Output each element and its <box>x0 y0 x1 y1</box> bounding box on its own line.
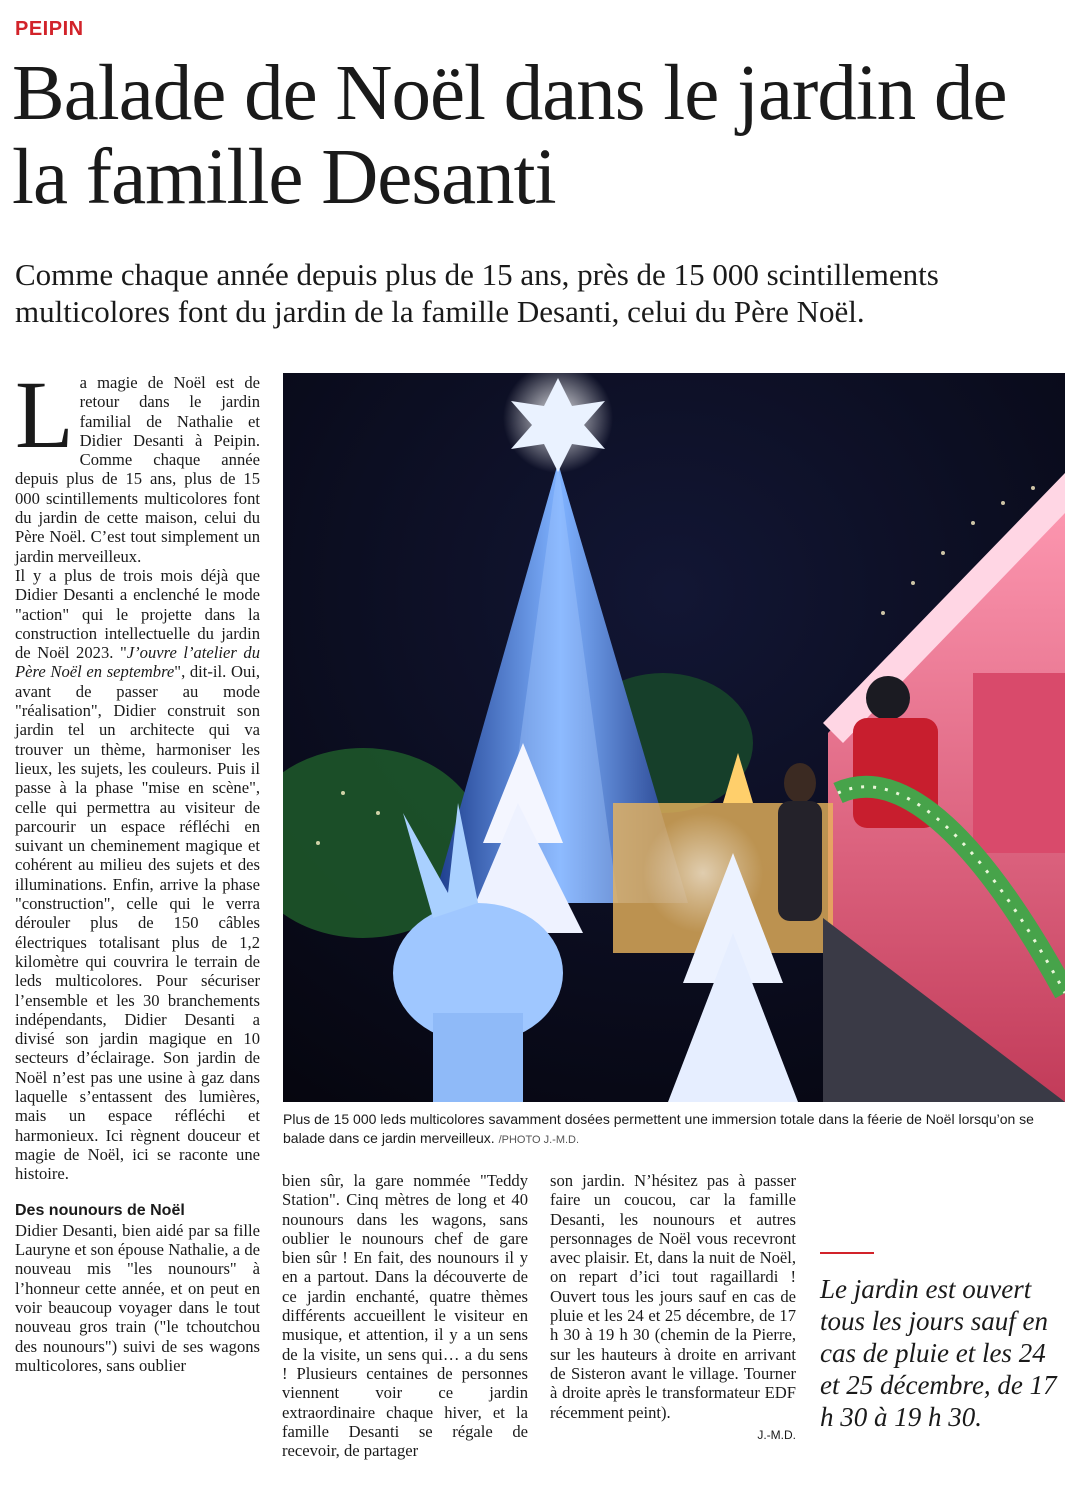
section-kicker: PEIPIN <box>15 18 84 40</box>
paragraph-train: bien sûr, la gare nommée "Teddy Station". Cinq mètres de long et 40 nounours dans les wagons, sans oublier le nounours chef de gare bien sûr ! En fait, des nounours il y en a partout. Dans la découverte de ce jardin enchanté, quatre thèmes différents accueillent le visiteur en musique, et attention, il y a un sens de la visite, un sens qui… a du sens ! Plusieurs centaines de personnes viennent voir ce jardin extraordinaire chaque hiver, et la famille Desanti se régale de recevoir, de partager <box>282 1171 528 1461</box>
photo-credit: /PHOTO J.-M.D. <box>498 1134 580 1146</box>
article-column-3 <box>550 1171 796 1445</box>
drop-cap: L <box>15 361 74 468</box>
pull-quote: Le jardin est ouvert tous les jours sauf en cas de pluie et les 24 et 25 décembre, de 17 h 30 à 19 h 30. <box>820 1274 1057 1432</box>
author-signature: J.-M.D. <box>757 1427 796 1442</box>
article-column-1 <box>15 361 260 1375</box>
caption-text: Plus de 15 000 leds multicolores savamment dosées permettent une immersion totale dans la féerie de Noël lorsqu’on se balade dans ce jardin merveilleux. <box>283 1111 1034 1146</box>
paragraph-preparation-start: Il y a plus de trois mois déjà que Didier Desanti a enclenché le mode "action" qui le projette dans la construction intellectuelle du jardin de Noël 2023. " <box>15 565 260 663</box>
paragraph-intro-text: a magie de Noël est de retour dans le jardin familial de Nathalie et Didier Desanti à Peipin. Comme chaque année depuis plus de 15 ans, plus de 15 000 scintillements multicolores font du jardin de cette maison, celui du Père Noël. C’est tout simplement un jardin merveilleux. <box>15 373 260 566</box>
headline: Balade de Noël dans le jardin de la famille Desanti <box>12 50 1007 221</box>
standfirst: Comme chaque année depuis plus de 15 ans, près de 15 000 scintillements multicolores font du jardin de la famille Desanti, celui du Père Noël. <box>15 257 939 329</box>
paragraph-intro <box>15 361 260 566</box>
pull-quote-rule <box>820 1252 874 1254</box>
article-column-2 <box>282 1171 528 1460</box>
photo-caption <box>283 1110 1065 1150</box>
paragraph-preparation-end: ", dit-il. Oui, avant de passer au mode "réalisation", Didier construit son jardin tel un architecte qui va trouver un thème, harmoniser les lieux, les sujets, les couleurs. Puis il passe à la phase "mise en scène", celle qui permettra au visiteur de parcourir un espace réfléchi en suivant un cheminement magique et cohérent au milieu des sujets et des illuminations. Enfin, arrive la phase "construction", celle qui le verra dérouler plus de 150 câbles électriques totalisant plus de 1,2 kilomètre qui couvrira le terrain de leds multicolores. Pour sécuriser l’ensemble et les 30 branchements indépendants, Didier Desanti a divisé son jardin magique en 10 secteurs d’éclairage. Son jardin de Noël n’est pas une usine à gaz dans laquelle s’entassent des lumières, mais un espace réfléchi et harmonieux. Ici règnent douceur et magie de Noël, ici se raconte une histoire. <box>15 662 260 1184</box>
paragraph-preparation <box>15 566 260 1184</box>
subhead: Des nounours de Noël <box>15 1202 185 1220</box>
quote-atelier: J’ouvre l’atelier du Père Noël en septembre <box>15 643 260 682</box>
paragraph-visit: son jardin. N’hésitez pas à passer faire un coucou, car la famille Desanti, les nounours et autres personnages de Noël vous recevront avec plaisir. Et, dans la nuit de Noël, on repart d’ici tout ragaillardi ! Ouvert tous les jours sauf en cas de pluie et les 24 et 25 décembre, de 17 h 30 à 19 h 30 (chemin de la Pierre, sur les hauteurs à droite en arrivant de Sisteron avant le village. Tourner à droite après le transformateur EDF récemment peint). <box>550 1171 796 1422</box>
christmas-garden-photo <box>283 373 1065 1102</box>
paragraph-nounours: Didier Desanti, bien aidé par sa fille Lauryne et son épouse Nathalie, a de nouveau mis "les nounours" à l’honneur cette année, et on peut en voir beaucoup voyager dans le tout nouveau gros train ("le tchoutchou des nounours") suivi de ses wagons multicolores, sans oublier <box>15 1220 260 1375</box>
